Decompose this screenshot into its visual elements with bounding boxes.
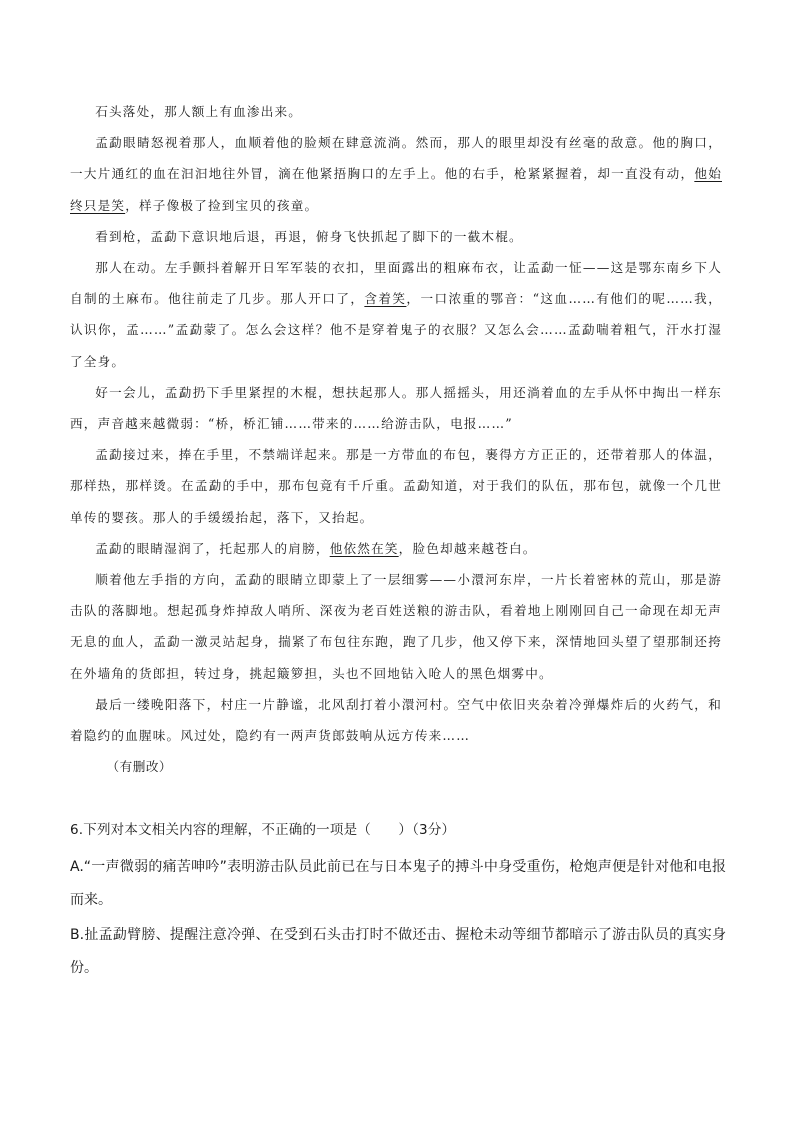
story-paragraph-6: 孟勐接过来，捧在手里，不禁端详起来。那是一方带血的布包，裹得方方正正的，还带着那人的体温，那样热，那样烫。在孟勐的手中，那布包竟有千斤重。孟勐知道，对于我们的队伍，那布包，就像一个几世单传的婴孩。那人的手缓缓抬起，落下，又抬起。 <box>70 447 722 525</box>
story-paragraph-1: 石头落处，那人额上有血渗出来。 <box>95 104 303 119</box>
story-paragraph-4-text-a: 那人在动。左手颤抖着解开日军军装的衣扣，里面露出的粗麻布衣，让孟勐一怔——这是鄂东南乡下人自制的土麻布。他往前走了几步。那人开口了， <box>70 260 722 307</box>
question-section <box>70 818 726 987</box>
underlined-phrase-still-smiling: 他依然在笑 <box>329 540 399 556</box>
story-paragraph-7-text-a: 孟勐的眼睛湿润了，托起那人的肩膀， <box>95 540 330 556</box>
story-paragraph-2-tail: ，样子像极了捡到宝贝的孩童。 <box>125 197 319 213</box>
underlined-phrase-smile: 他始终只是笑 <box>70 166 722 213</box>
underlined-phrase-with-smile: 含着笑 <box>364 291 407 307</box>
edit-note: （有删改） <box>106 759 172 775</box>
story-paragraph-7 <box>70 533 722 564</box>
story-paragraph-4-text-b: ，一口浓重的鄂音：“这血……有他们的呢……我，认识你，孟……”孟勐蒙了。怎么会这样？他不是穿着鬼子的衣服？又怎么会……孟勐喘着粗气，汗水打湿了全身。 <box>70 291 722 369</box>
question-6-option-b: B.扯孟勐臂膀、提醒注意冷弹、在受到石头击打时不做还击、握枪未动等细节都暗示了游击队员的真实身份。 <box>70 927 726 976</box>
story-paragraph-7-text-b: ，脸色却越来越苍白。 <box>398 540 537 556</box>
question-6-option-a: A.“一声微弱的痛苦呻吟”表明游击队员此前已在与日本鬼子的搏斗中身受重伤，枪炮声便是针对他和电报而来。 <box>70 859 726 908</box>
story-paragraph-4 <box>70 252 722 377</box>
story-paragraph-9: 最后一缕晚阳落下，村庄一片静谧，北风刮打着小澴河村。空气中依旧夹杂着冷弹爆炸后的火药气，和着隐约的血腥味。风过处，隐约有一两声货郎鼓响从远方传来…… <box>70 696 722 744</box>
story-text <box>70 96 722 782</box>
story-paragraph-2-text: 孟勐眼睛怒视着那人，血顺着他的脸颊在肆意流淌。然而，那人的眼里却没有丝毫的敌意。他的胸口，一大片通红的血在汩汩地往外冒，滴在他紧捂胸口的左手上。他的右手，枪紧紧握着，却一直没有动， <box>70 135 722 182</box>
story-paragraph-2 <box>70 127 722 221</box>
story-paragraph-8: 顺着他左手指的方向，孟勐的眼睛立即蒙上了一层细雾——小澴河东岸，一片长着密林的荒山，那是游击队的落脚地。想起孤身炸掉敌人哨所、深夜为老百姓送粮的游击队，看着地上刚刚回自己一命现在却无声无息的血人，孟勐一激灵站起身，揣紧了布包往东跑，跑了几步，他又停下来，深情地回头望了望那制还挎在外墙角的货郎担，转过身，挑起簸箩担，头也不回地钻入呛人的黑色烟雾中。 <box>70 572 722 681</box>
story-paragraph-3: 看到枪，孟勐下意识地后退，再退，俯身飞快抓起了脚下的一截木棍。 <box>95 228 523 244</box>
story-paragraph-5: 好一会儿，孟勐扔下手里紧捏的木棍，想扶起那人。那人摇摇头，用还淌着血的左手从怀中掏出一样东西，声音越来越微弱：“桥，桥汇铺……带来的……给游击队，电报……” <box>70 384 722 432</box>
question-6-stem: 6.下列对本文相关内容的理解，不正确的一项是（ ）（3分） <box>70 822 456 838</box>
